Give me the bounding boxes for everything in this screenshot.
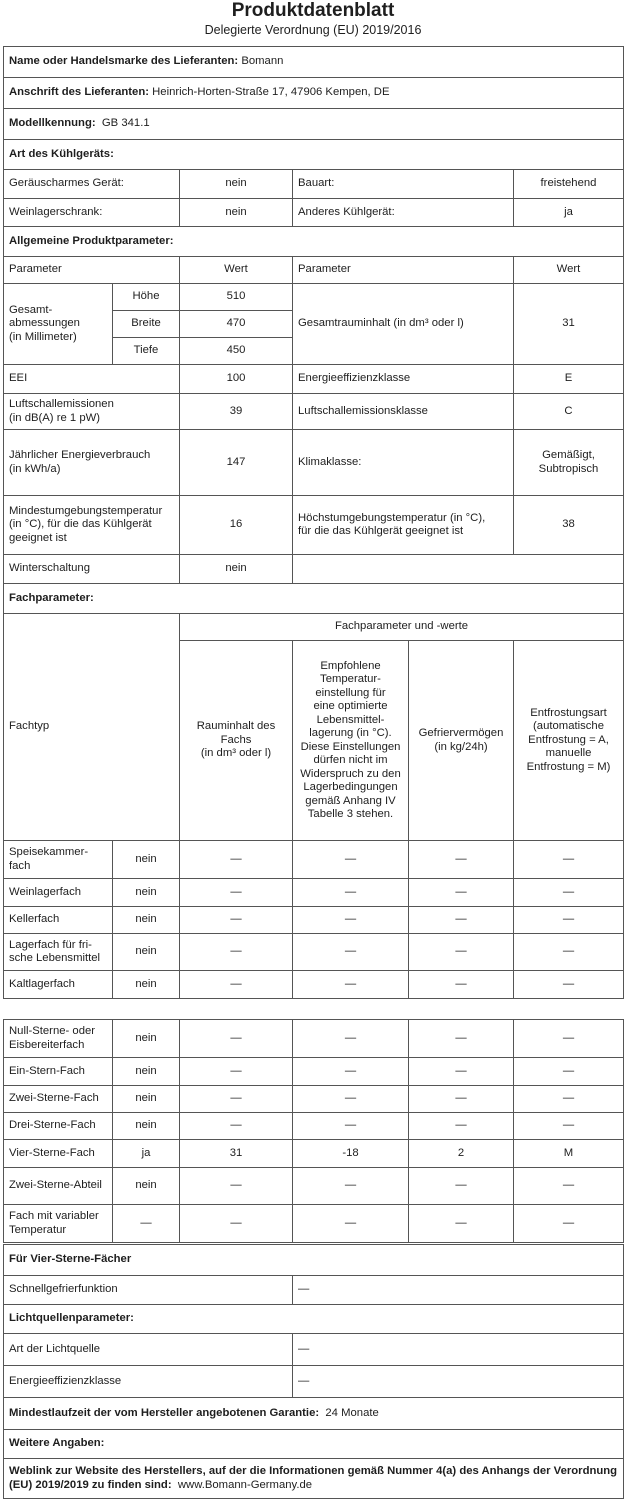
dimension-value: 510 (180, 284, 293, 311)
further-info-heading: Weitere Angaben: (4, 1430, 624, 1459)
compartment-defrost-type: — (514, 1168, 624, 1205)
param-label: Schnellgefrierfunktion (4, 1276, 293, 1305)
param-value: — (293, 1334, 624, 1366)
param-value: 147 (180, 430, 293, 496)
param-label: Jährlicher Energieverbrauch (in kWh/a) (4, 430, 180, 496)
weblink-value[interactable]: www.Bomann-Germany.de (177, 1478, 313, 1491)
compartment-temperature: — (293, 879, 409, 907)
column-header-freezing-capacity: Gefriervermögen (in kg/24h) (409, 641, 514, 841)
compartment-volume: — (180, 841, 293, 879)
compartment-name: Drei-Sterne-Fach (4, 1113, 113, 1140)
compartment-name: Fach mit variabler Temperatur (4, 1205, 113, 1243)
param-label: Mindestumgebungstemperatur (in °C), für die das Kühlgerät geeignet ist (4, 496, 180, 555)
compartment-defrost-type: — (514, 1113, 624, 1140)
dimension-name: Breite (113, 311, 180, 338)
total-volume-value: 31 (514, 284, 624, 365)
compartment-type-header: Fachtyp (4, 614, 180, 841)
param-value: — (293, 1276, 624, 1305)
column-header-value: Wert (514, 257, 624, 284)
weblink-label: Weblink zur Website des Herstellers, auf der die Informationen gemäß Nummer 4(a) des Anhangs der Verordnung (EU) 2019/2019 zu finden sind: (9, 1465, 618, 1491)
compartment-freezing-capacity: — (409, 841, 514, 879)
compartment-defrost-type: — (514, 841, 624, 879)
param-label: Luftschallemissionsklasse (293, 394, 514, 430)
param-value: Gemäßigt, Subtropisch (514, 430, 624, 496)
supplier-value: Bomann (241, 55, 284, 68)
compartment-temperature: — (293, 1168, 409, 1205)
empty-cell (293, 555, 624, 584)
param-value: E (514, 365, 624, 394)
compartment-temperature: — (293, 1058, 409, 1086)
winter-mode-value: nein (180, 555, 293, 584)
compartment-row (4, 934, 624, 971)
param-label: Anderes Kühlgerät: (293, 199, 514, 227)
compartment-row (4, 1140, 624, 1168)
compartment-name: Kellerfach (4, 907, 113, 934)
column-header-parameter: Parameter (293, 257, 514, 284)
compartment-volume: — (180, 1205, 293, 1243)
compartment-name: Lagerfach für fri- sche Lebensmittel (4, 934, 113, 971)
warranty-value: 24 Monate (325, 1406, 379, 1419)
compartment-name: Null-Sterne- oder Eisbereiterfach (4, 1020, 113, 1058)
compartment-freezing-capacity: — (409, 1020, 514, 1058)
param-label: Luftschallemissionen (in dB(A) re 1 pW) (4, 394, 180, 430)
compartment-temperature: — (293, 841, 409, 879)
compartment-temperature: — (293, 934, 409, 971)
compartment-freezing-capacity: — (409, 1058, 514, 1086)
compartment-present: nein (113, 1113, 180, 1140)
compartment-freezing-capacity: — (409, 971, 514, 999)
compartment-row (4, 1020, 624, 1058)
param-value: 16 (180, 496, 293, 555)
compartment-defrost-type: — (514, 934, 624, 971)
address-label: Anschrift des Lieferanten: (9, 86, 149, 99)
compartment-temperature: — (293, 1205, 409, 1243)
dimension-value: 450 (180, 338, 293, 365)
model-row (4, 109, 624, 140)
freezer-compartments-table (3, 1019, 624, 1243)
model-label: Modellkennung: (9, 117, 96, 130)
compartment-row (4, 1205, 624, 1243)
compartment-volume: — (180, 1058, 293, 1086)
compartment-temperature: — (293, 971, 409, 999)
additional-info-table (3, 1244, 624, 1499)
compartment-volume: — (180, 934, 293, 971)
compartments-heading: Fachparameter: (4, 584, 624, 614)
total-volume-label: Gesamtrauminhalt (in dm³ oder l) (293, 284, 514, 365)
compartment-defrost-type: — (514, 971, 624, 999)
compartment-present: nein (113, 1020, 180, 1058)
compartment-volume: — (180, 1168, 293, 1205)
page-title: Produktdatenblatt (231, 0, 395, 21)
compartment-row (4, 907, 624, 934)
compartment-defrost-type: — (514, 1086, 624, 1113)
light-source-heading: Lichtquellenparameter: (4, 1305, 624, 1334)
param-label: Höchstumgebungstemperatur (in °C), für die das Kühlgerät geeignet ist (293, 496, 514, 555)
compartment-freezing-capacity: — (409, 934, 514, 971)
param-value: nein (180, 199, 293, 227)
warranty-label: Mindestlaufzeit der vom Hersteller angebotenen Garantie: (9, 1406, 320, 1419)
compartment-temperature: — (293, 1020, 409, 1058)
param-value: C (514, 394, 624, 430)
compartment-temperature: — (293, 907, 409, 934)
compartment-temperature: — (293, 1086, 409, 1113)
compartment-freezing-capacity: — (409, 907, 514, 934)
supplier-label: Name oder Handelsmarke des Lieferanten: (9, 55, 239, 68)
compartment-row (4, 1168, 624, 1205)
column-header-temperature: Empfohlene Temperatur- einstellung für eine optimierte Lebensmittel- lagerung (in °C). Diese Einstellungen dürfen nicht im Widerspruch zu den Lagerbedingungen gemäß Anhang IV Tabelle 3 stehen. (293, 641, 409, 841)
compartment-present: nein (113, 907, 180, 934)
dimensions-label: Gesamt- abmessungen (in Millimeter) (4, 284, 113, 365)
compartment-freezing-capacity: — (409, 1086, 514, 1113)
param-value: ja (514, 199, 624, 227)
compartment-name: Vier-Sterne-Fach (4, 1140, 113, 1168)
compartment-row (4, 879, 624, 907)
compartment-name: Zwei-Sterne-Abteil (4, 1168, 113, 1205)
column-header-value: Wert (180, 257, 293, 284)
model-value: GB 341.1 (101, 117, 150, 130)
compartment-name: Ein-Stern-Fach (4, 1058, 113, 1086)
appliance-type-heading: Art des Kühlgeräts: (4, 140, 624, 170)
compartment-name: Kaltlagerfach (4, 971, 113, 999)
product-info-table (3, 46, 624, 999)
param-label: Geräuscharmes Gerät: (4, 170, 180, 199)
column-header-parameter: Parameter (4, 257, 180, 284)
compartment-present: nein (113, 971, 180, 999)
compartment-defrost-type: — (514, 1205, 624, 1243)
compartment-name: Weinlagerfach (4, 879, 113, 907)
compartment-row (4, 1058, 624, 1086)
compartment-present: nein (113, 879, 180, 907)
param-label: Art der Lichtquelle (4, 1334, 293, 1366)
compartment-volume: — (180, 1086, 293, 1113)
param-value: 38 (514, 496, 624, 555)
general-params-heading: Allgemeine Produktparameter: (4, 227, 624, 257)
compartment-present: nein (113, 934, 180, 971)
address-row (4, 78, 624, 109)
compartment-volume: 31 (180, 1140, 293, 1168)
compartment-present: — (113, 1205, 180, 1243)
compartment-freezing-capacity: — (409, 1205, 514, 1243)
compartment-volume: — (180, 1020, 293, 1058)
compartment-present: nein (113, 1086, 180, 1113)
compartment-defrost-type: M (514, 1140, 624, 1168)
compartment-volume: — (180, 971, 293, 999)
compartment-present: nein (113, 1168, 180, 1205)
param-value: — (293, 1366, 624, 1398)
page-subtitle: Delegierte Verordnung (EU) 2019/2016 (204, 23, 422, 37)
compartment-volume: — (180, 907, 293, 934)
compartment-name: Speisekammer- fach (4, 841, 113, 879)
compartment-temperature: — (293, 1113, 409, 1140)
compartment-params-group-header: Fachparameter und -werte (180, 614, 624, 641)
compartment-defrost-type: — (514, 907, 624, 934)
compartment-defrost-type: — (514, 1020, 624, 1058)
param-label: Energieeffizienzklasse (293, 365, 514, 394)
compartment-row (4, 971, 624, 999)
param-label: Weinlagerschrank: (4, 199, 180, 227)
compartment-name: Zwei-Sterne-Fach (4, 1086, 113, 1113)
compartment-row (4, 1113, 624, 1140)
supplier-row (4, 47, 624, 78)
dimension-name: Tiefe (113, 338, 180, 365)
weblink-row (4, 1459, 624, 1499)
compartment-row (4, 841, 624, 879)
param-label: Bauart: (293, 170, 514, 199)
compartment-defrost-type: — (514, 879, 624, 907)
compartment-temperature: -18 (293, 1140, 409, 1168)
address-value: Heinrich-Horten-Straße 17, 47906 Kempen, DE (152, 86, 390, 99)
compartment-volume: — (180, 879, 293, 907)
compartment-freezing-capacity: 2 (409, 1140, 514, 1168)
warranty-row (4, 1398, 624, 1430)
compartment-present: nein (113, 1058, 180, 1086)
param-label: EEI (4, 365, 180, 394)
param-value: freistehend (514, 170, 624, 199)
param-label: Klimaklasse: (293, 430, 514, 496)
compartment-present: ja (113, 1140, 180, 1168)
compartment-row (4, 1086, 624, 1113)
compartment-volume: — (180, 1113, 293, 1140)
compartment-freezing-capacity: — (409, 879, 514, 907)
param-value: 100 (180, 365, 293, 394)
compartment-freezing-capacity: — (409, 1168, 514, 1205)
column-header-volume: Rauminhalt des Fachs (in dm³ oder l) (180, 641, 293, 841)
four-star-heading: Für Vier-Sterne-Fächer (4, 1245, 624, 1276)
dimension-name: Höhe (113, 284, 180, 311)
dimension-value: 470 (180, 311, 293, 338)
compartment-present: nein (113, 841, 180, 879)
param-label: Energieeffizienzklasse (4, 1366, 293, 1398)
compartment-freezing-capacity: — (409, 1113, 514, 1140)
column-header-defrost-type: Entfrostungsart (automatische Entfrostung = A, manuelle Entfrostung = M) (514, 641, 624, 841)
param-value: 39 (180, 394, 293, 430)
winter-mode-label: Winterschaltung (4, 555, 180, 584)
param-value: nein (180, 170, 293, 199)
compartment-defrost-type: — (514, 1058, 624, 1086)
